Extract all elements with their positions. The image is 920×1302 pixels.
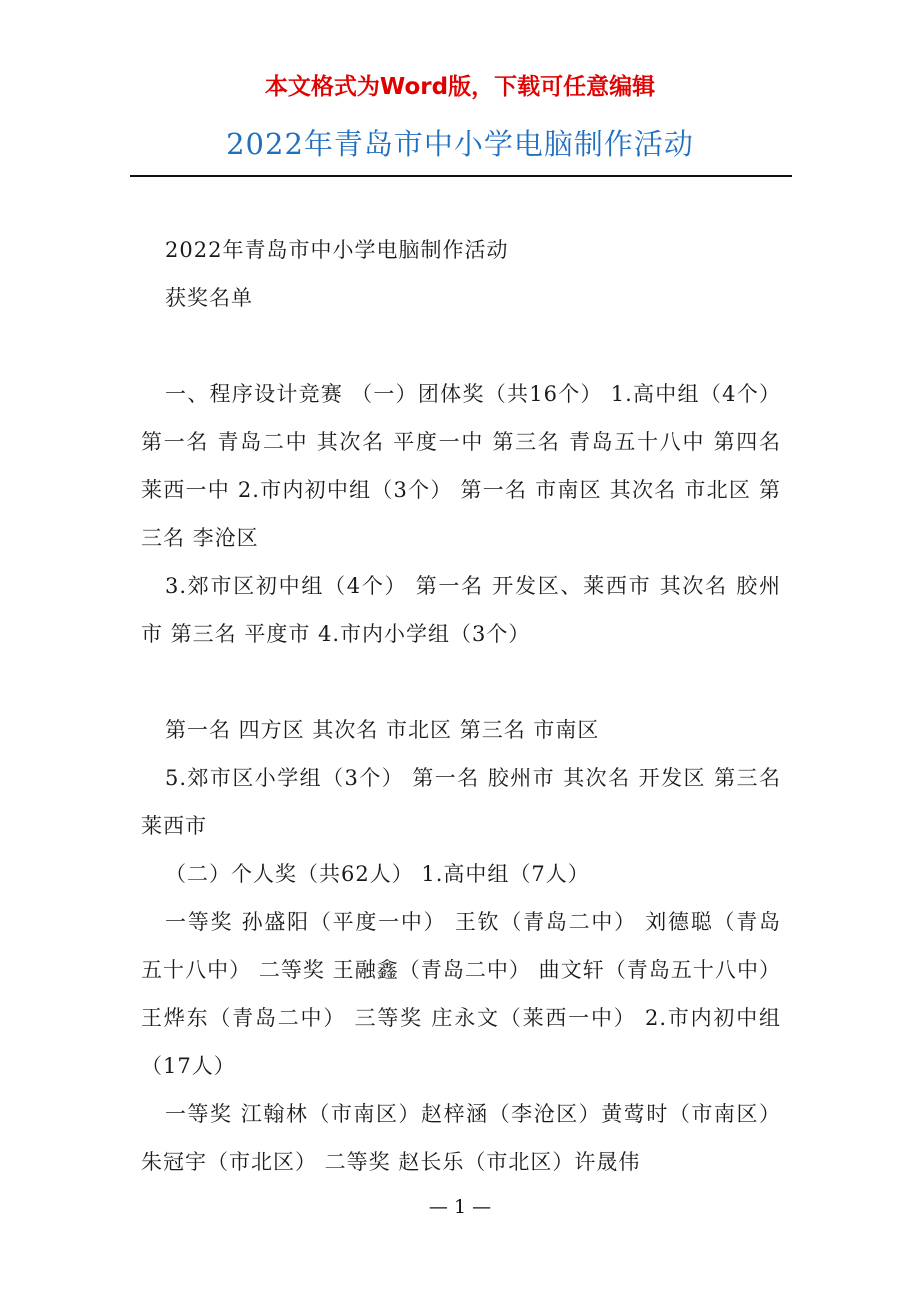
- body-heading-line2: 获奖名单: [165, 286, 253, 310]
- paragraph-suburban-primary: 5.郊市区小学组（3个） 第一名 胶州市 其次名 开发区 第三名 莱西市: [141, 766, 781, 838]
- paragraph-gap: [141, 322, 781, 370]
- page-number: — 1 —: [428, 1196, 492, 1218]
- title-divider: [130, 175, 792, 177]
- paragraph-high-school-winners: 一等奖 孙盛阳（平度一中） 王钦（青岛二中） 刘德聪（青岛五十八中） 二等奖 王融鑫（青岛二中） 曲文轩（青岛五十八中） 王烨东（青岛二中） 三等奖 庄永文（莱西一中） 2.市内初中组（17人）: [141, 910, 781, 1078]
- document-title: 2022年青岛市中小学电脑制作活动: [226, 127, 694, 161]
- body-heading-line1: 2022年青岛市中小学电脑制作活动: [165, 238, 509, 262]
- paragraph-gap: [141, 658, 781, 706]
- paragraph-city-primary: 第一名 四方区 其次名 市北区 第三名 市南区: [165, 718, 600, 742]
- download-banner: 本文格式为Word版，下载可任意编辑: [264, 74, 656, 100]
- paragraph-suburban-junior: 3.郊市区初中组（4个） 第一名 开发区、莱西市 其次名 胶州市 第三名 平度市 4.市内小学组（3个）: [141, 574, 781, 646]
- paragraph-individual-awards: （二）个人奖（共62人） 1.高中组（7人）: [165, 862, 590, 886]
- document-body: [141, 226, 781, 1186]
- paragraph-team-awards: 一、程序设计竞赛 （一）团体奖（共16个） 1.高中组（4个） 第一名 青岛二中 其次名 平度一中 第三名 青岛五十八中 第四名 莱西一中 2.市内初中组（3个） 第一名 市南区 其次名 市北区 第三名 李沧区: [141, 382, 781, 550]
- paragraph-city-junior-winners: 一等奖 江翰林（市南区）赵梓涵（李沧区）黄莺时（市南区）朱冠宇（市北区） 二等奖 赵长乐（市北区）许晟伟: [141, 1102, 781, 1174]
